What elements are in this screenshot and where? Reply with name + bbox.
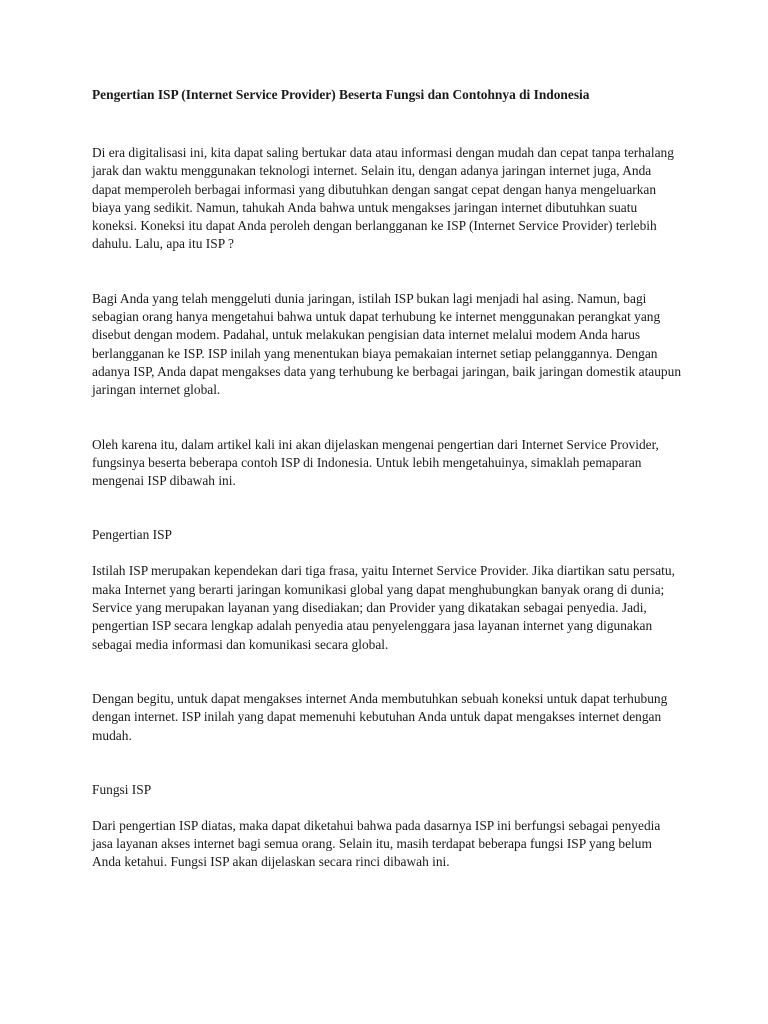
spacer <box>92 799 682 817</box>
document-page <box>92 86 682 872</box>
spacer <box>92 490 682 526</box>
spacer <box>92 544 682 562</box>
fungsi-paragraph-1: Dari pengertian ISP diatas, maka dapat diketahui bahwa pada dasarnya ISP ini berfungsi sebagai penyedia jasa layanan akses internet bagi semua orang. Selain itu, masih terdapat beberapa fungsi ISP yang belum Anda ketahui. Fungsi ISP akan dijelaskan secara rinci dibawah ini. <box>92 817 661 870</box>
spacer <box>92 745 682 781</box>
spacer <box>92 254 682 290</box>
section-heading-pengertian: Pengertian ISP <box>92 527 172 543</box>
section-heading-fungsi: Fungsi ISP <box>92 781 152 797</box>
pengertian-paragraph-2: Dengan begitu, untuk dapat mengakses internet Anda membutuhkan sebuah koneksi untuk dapat terhubung dengan internet. ISP inilah yang dapat memenuhi kebutuhan Anda untuk dapat mengakses internet dengan mudah. <box>92 690 668 743</box>
spacer <box>92 400 682 436</box>
intro-paragraph-2: Bagi Anda yang telah menggeluti dunia jaringan, istilah ISP bukan lagi menjadi hal asing. Namun, bagi sebagian orang hanya mengetahui bahwa untuk dapat terhubung ke internet menggunakan perangkat yang disebut dengan modem. Padahal, untuk melakukan pengisian data internet melalui modem Anda harus berlangganan ke ISP. ISP inilah yang menentukan biaya pemakaian internet setiap pelanggannya. Dengan adanya ISP, Anda dapat mengakses data yang terhubung ke berbagai jaringan, baik jaringan domestik ataupun jaringan internet global. <box>92 290 682 398</box>
pengertian-paragraph-1: Istilah ISP merupakan kependekan dari tiga frasa, yaitu Internet Service Provider. Jika diartikan satu persatu, maka Internet yang berarti jaringan komunikasi global yang dapat menghubungkan banyak orang di dunia; Service yang merupakan layanan yang disediakan; dan Provider yang dikatakan sebagai penyedia. Jadi, pengertian ISP secara lengkap adalah penyedia atau penyelenggara jasa layanan internet yang digunakan sebagai media informasi dan komunikasi secara global. <box>92 563 675 652</box>
spacer <box>92 654 682 690</box>
intro-paragraph-1: Di era digitalisasi ini, kita dapat saling bertukar data atau informasi dengan mudah dan cepat tanpa terhalang jarak dan waktu menggunakan teknologi internet. Selain itu, dengan adanya jaringan internet juga, Anda dapat memperoleh berbagai informasi yang dibutuhkan dengan sangat cepat dengan hanya mengeluarkan biaya yang sedikit. Namun, tahukah Anda bahwa untuk mengakses jaringan internet dibutuhkan suatu koneksi. Koneksi itu dapat Anda peroleh dengan berlangganan ke ISP (Internet Service Provider) terlebih dahulu. Lalu, apa itu ISP ? <box>92 145 674 252</box>
intro-paragraph-3: Oleh karena itu, dalam artikel kali ini akan dijelaskan mengenai pengertian dari Internet Service Provider, fungsinya beserta beberapa contoh ISP di Indonesia. Untuk lebih mengetahuinya, simaklah pemaparan mengenai ISP dibawah ini. <box>92 436 659 489</box>
document-title: Pengertian ISP (Internet Service Provider) Beserta Fungsi dan Contohnya di Indonesia <box>92 87 590 102</box>
